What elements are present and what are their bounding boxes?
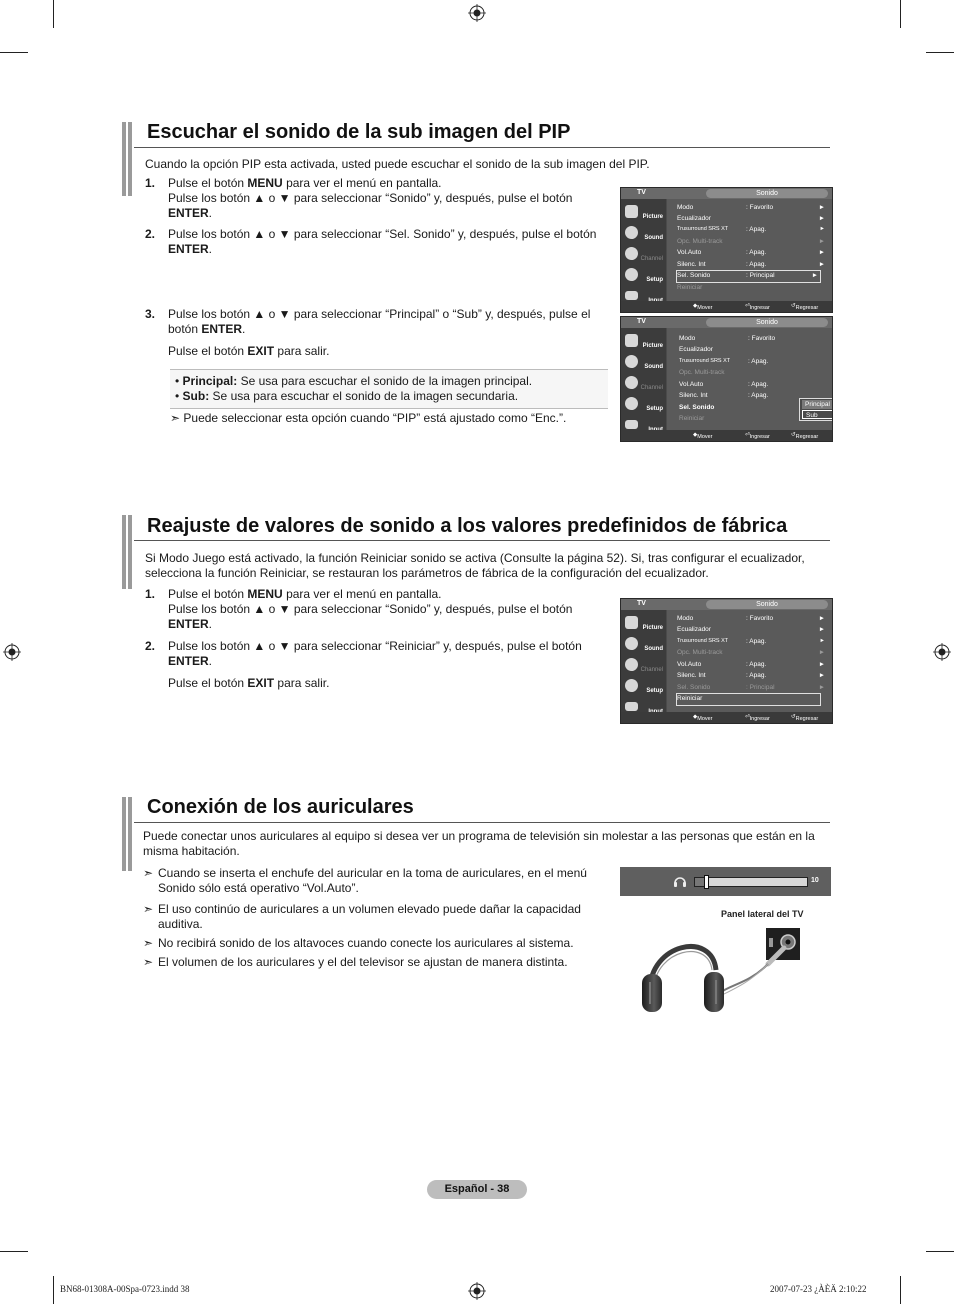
osd-row: Ecualizador ► bbox=[677, 215, 825, 222]
input-icon bbox=[625, 420, 638, 429]
osd-row: Opc. Multi-track ► bbox=[677, 238, 825, 245]
registration-mark-icon bbox=[933, 643, 951, 661]
osd-row: Modo : Favorito bbox=[679, 335, 776, 342]
section-bar bbox=[128, 515, 132, 589]
panel-label: Panel lateral del TV bbox=[721, 909, 804, 919]
section-title: Escuchar el sonido de la sub imagen del PIP bbox=[147, 121, 571, 143]
note-item: ➣ Cuando se inserta el enchufe del auricular en la toma de auriculares, en el menú Sonido sólo está operativo “Vol.Auto”. bbox=[143, 866, 587, 895]
volume-thumb bbox=[704, 875, 709, 889]
crop-mark bbox=[926, 52, 954, 53]
osd-sidebar: Picture Sound Channel Setup bbox=[621, 199, 666, 301]
input-icon bbox=[625, 291, 638, 300]
picture-icon bbox=[625, 205, 638, 218]
sound-icon bbox=[625, 226, 638, 239]
step-number: 2. bbox=[145, 639, 156, 653]
registration-mark-icon bbox=[468, 1282, 486, 1300]
volume-osd bbox=[620, 867, 831, 896]
osd-option: Principal bbox=[802, 400, 833, 409]
page-number-badge: Español - 38 bbox=[427, 1180, 527, 1199]
headphone-volume-icon bbox=[672, 873, 688, 889]
note-arrow-icon: ➣ bbox=[170, 411, 181, 425]
osd-footer: ◆ Mover ⏎ Ingresar ↺ Regresar bbox=[621, 712, 832, 723]
print-date-info: 2007-07-23 ¿ÀÈÄ 2:10:22 bbox=[770, 1284, 867, 1294]
osd-row-selected: Reiniciar bbox=[676, 693, 821, 706]
channel-icon bbox=[625, 658, 638, 671]
osd-row: Trusurround SRS XT : Apag. bbox=[679, 358, 769, 365]
intro-paragraph: Puede conectar unos auriculares al equipo si desea ver un programa de televisión sin molestar a las personas que están en la misma habitación. bbox=[143, 829, 815, 858]
osd-sidebar: Picture Sound Channel Setup bbox=[621, 610, 666, 712]
osd-row: Vol.Auto : Apag. ► bbox=[677, 249, 825, 256]
osd-menu-sel-sonido: TV Sonido Picture Sound Channel Setup Modo : Favorito Ecualizador Trusurround SRS XT : Apag. Opc. Multi-track Vol.Auto : Apag. Silenc. Int : Apag. Sel. Sonido Reiniciar Principal Sub ◆ Mover ⏎ Ingresar ↺ Regresar bbox=[620, 316, 833, 442]
osd-row: Sel. Sonido : Principal ► bbox=[677, 684, 825, 691]
crop-mark bbox=[0, 52, 28, 53]
step-text: Pulse el botón MENU para ver el menú en pantalla. Pulse los botón ▲ o ▼ para seleccionar “Sonido” y, después, pulse el botón ENTER. bbox=[168, 587, 573, 631]
osd-row: Opc. Multi-track bbox=[679, 369, 725, 376]
section-title: Conexión de los auriculares bbox=[147, 796, 414, 818]
input-icon bbox=[625, 702, 638, 711]
crop-mark bbox=[900, 1276, 901, 1304]
bullet-box bbox=[170, 369, 608, 409]
osd-sidebar: Picture Sound Channel Setup bbox=[621, 328, 666, 430]
headphones-illustration-icon bbox=[636, 924, 806, 1016]
osd-footer: ◆ Mover ⏎ Ingresar ↺ Regresar bbox=[621, 430, 832, 441]
osd-row: Ecualizador ► bbox=[677, 626, 825, 633]
title-rule bbox=[134, 540, 830, 541]
sound-icon bbox=[625, 355, 638, 368]
setup-gear-icon bbox=[625, 268, 638, 281]
setup-gear-icon bbox=[625, 679, 638, 692]
step-number: 1. bbox=[145, 176, 156, 190]
section-bar bbox=[128, 797, 132, 871]
print-file-info: BN68-01308A-00Spa-0723.indd 38 bbox=[60, 1284, 190, 1294]
channel-icon bbox=[625, 247, 638, 260]
step-text: Pulse los botón ▲ o ▼ para seleccionar “Reiniciar” y, después, pulse el botón ENTER. Pulse el botón EXIT para salir. bbox=[168, 639, 582, 690]
step-text: Pulse los botón ▲ o ▼ para seleccionar “Sel. Sonido” y, después, pulse el botón ENTER. bbox=[168, 227, 597, 256]
osd-row: Trusurround SRS XT : Apag. ► bbox=[677, 226, 825, 233]
osd-row: Vol.Auto : Apag. ► bbox=[677, 661, 825, 668]
note-item: ➣ El volumen de los auriculares y el del televisor se ajustan de manera distinta. bbox=[143, 955, 568, 969]
bullet-item: • Principal: Se usa para escuchar el sonido de la imagen principal. bbox=[175, 374, 533, 388]
crop-mark bbox=[900, 0, 901, 28]
osd-row: Modo : Favorito ► bbox=[677, 615, 825, 622]
picture-icon bbox=[625, 334, 638, 347]
osd-row: Reiniciar bbox=[677, 284, 703, 291]
note-arrow-icon: ➣ bbox=[143, 936, 154, 950]
note-arrow-icon: ➣ bbox=[143, 866, 154, 880]
section-bar bbox=[122, 122, 126, 196]
note-item: ➣ No recibirá sonido de los altavoces cuando conecte los auriculares al sistema. bbox=[143, 936, 574, 950]
intro-paragraph: Si Modo Juego está activado, la función Reiniciar sonido se activa (Consulte la página 52). Si, tras configurar el ecualizador, selecciona la función Reiniciar, se restauran los parámetros de fábrica de la configuración del ecualizador. bbox=[145, 551, 805, 580]
volume-fill bbox=[695, 878, 704, 886]
title-rule bbox=[134, 822, 830, 823]
osd-row-selected: Sel. Sonido : Principal ► bbox=[676, 270, 821, 283]
osd-row: Silenc. Int : Apag. ► bbox=[677, 672, 825, 679]
section-title: Reajuste de valores de sonido a los valores predefinidos de fábrica bbox=[147, 515, 788, 537]
osd-row: Ecualizador bbox=[679, 346, 713, 353]
osd-row: Reiniciar bbox=[679, 415, 705, 422]
section-bar bbox=[122, 515, 126, 589]
crop-mark bbox=[0, 1251, 28, 1252]
osd-row: Modo : Favorito ► bbox=[677, 204, 825, 211]
registration-mark-icon bbox=[3, 643, 21, 661]
crop-mark bbox=[53, 0, 54, 28]
crop-mark bbox=[926, 1251, 954, 1252]
osd-row: Silenc. Int : Apag. ► bbox=[677, 261, 825, 268]
note-arrow-icon: ➣ bbox=[143, 902, 154, 916]
volume-value: 10 bbox=[811, 877, 819, 884]
osd-dropdown bbox=[799, 398, 833, 421]
osd-footer: ◆ Mover ⏎ Ingresar ↺ Regresar bbox=[621, 301, 832, 312]
note-arrow-icon: ➣ bbox=[143, 955, 154, 969]
setup-gear-icon bbox=[625, 397, 638, 410]
osd-tab: Sonido bbox=[706, 189, 828, 198]
osd-menu-sonido: TV Sonido Picture Sound Channel Setup Modo : Favorito ► Ecualizador ► Trusurround SRS XT : Apag. ► Opc. Multi-track ► Vol.Auto : Apag. ► Silenc. Int : Apag. ► Sel. Sonido : Principal ► Reiniciar ◆ Mover ⏎ Ingresar ↺ Regresar bbox=[620, 187, 833, 313]
step-number: 3. bbox=[145, 307, 156, 321]
step-text: Pulse el botón MENU para ver el menú en pantalla. Pulse los botón ▲ o ▼ para seleccionar “Sonido” y, después, pulse el botón ENTER. bbox=[168, 176, 573, 220]
osd-row: Trusurround SRS XT : Apag. ► bbox=[677, 638, 825, 645]
section-bar bbox=[122, 797, 126, 871]
osd-row: Opc. Multi-track ► bbox=[677, 649, 825, 656]
note-item: ➣ El uso continúo de auriculares a un volumen elevado puede dañar la capacidad auditiva. bbox=[143, 902, 581, 931]
osd-row: Vol.Auto : Apag. bbox=[679, 381, 769, 388]
volume-track bbox=[694, 877, 808, 887]
channel-icon bbox=[625, 376, 638, 389]
bullet-item: • Sub: Se usa para escuchar el sonido de la imagen secundaria. bbox=[175, 389, 519, 403]
crop-mark bbox=[53, 1276, 54, 1304]
step-number: 2. bbox=[145, 227, 156, 241]
registration-mark-icon bbox=[468, 4, 486, 22]
sound-icon bbox=[625, 637, 638, 650]
step-number: 1. bbox=[145, 587, 156, 601]
intro-paragraph: Cuando la opción PIP esta activada, usted puede escuchar el sonido de la sub imagen del PIP. bbox=[145, 157, 650, 171]
picture-icon bbox=[625, 616, 638, 629]
osd-option-highlighted: Sub bbox=[802, 410, 833, 419]
note-line: ➣ Puede seleccionar esta opción cuando “PIP” está ajustado como “Enc.”. bbox=[170, 411, 567, 425]
step-text: Pulse los botón ▲ o ▼ para seleccionar “Principal” o “Sub” y, después, pulse el botón ENTER. Pulse el botón EXIT para salir. bbox=[168, 307, 591, 358]
section-bar bbox=[128, 122, 132, 196]
osd-row: Sel. Sonido bbox=[679, 404, 715, 411]
osd-menu-reiniciar: TV Sonido Picture Sound Channel Setup Modo : Favorito ► Ecualizador ► Trusurround SRS XT : Apag. ► Opc. Multi-track ► Vol.Auto : Apag. ► Silenc. Int : Apag. ► Sel. Sonido : Principal ► Reiniciar ◆ Mover ⏎ Ingresar ↺ Regresar bbox=[620, 598, 833, 724]
osd-tab: Sonido bbox=[706, 318, 828, 327]
osd-row: Silenc. Int : Apag. bbox=[679, 392, 769, 399]
title-rule bbox=[134, 147, 830, 148]
osd-tab: Sonido bbox=[706, 600, 828, 609]
